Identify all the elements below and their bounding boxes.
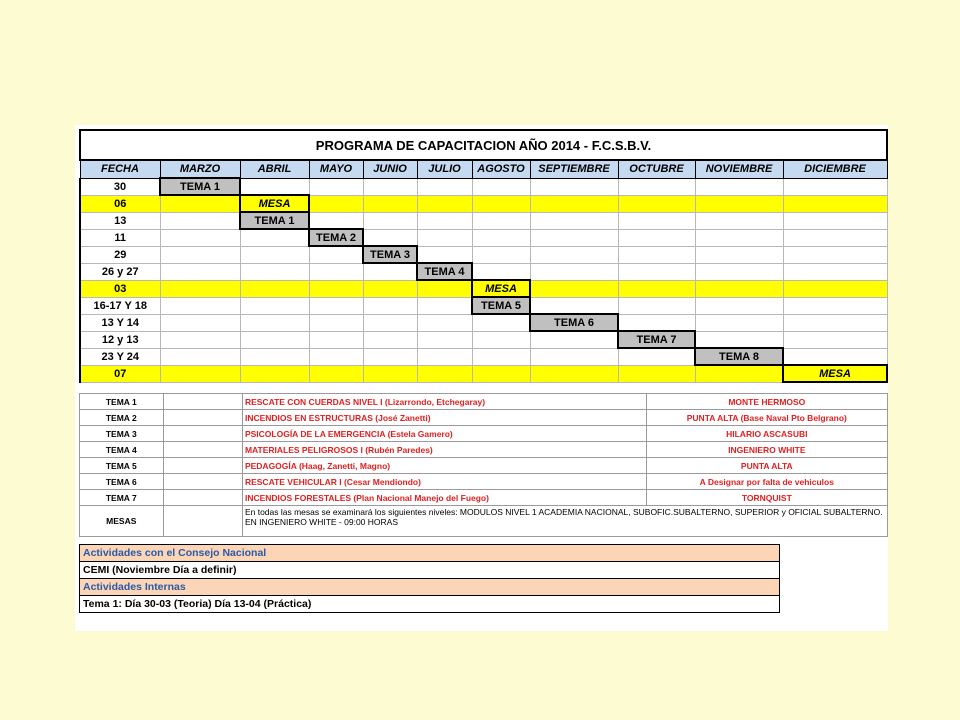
schedule-row — [80, 229, 887, 246]
schedule-row — [80, 314, 887, 331]
mesa-cell: MESA — [240, 195, 309, 212]
schedule-row — [80, 246, 887, 263]
date-cell: 16-17 Y 18 — [80, 297, 160, 314]
legend-spacer — [163, 474, 242, 490]
empty-cell — [160, 212, 240, 229]
empty-cell — [695, 280, 783, 297]
empty-cell — [240, 229, 309, 246]
legend-row — [80, 426, 888, 442]
empty-cell — [417, 246, 472, 263]
empty-cell — [695, 178, 783, 195]
legend-row — [80, 394, 888, 410]
activity-detail: Tema 1: Día 30-03 (Teoria) Día 13-04 (Práctica) — [80, 596, 780, 613]
column-header-octubre: OCTUBRE — [618, 160, 695, 178]
empty-cell — [240, 331, 309, 348]
empty-cell — [160, 297, 240, 314]
empty-cell — [618, 314, 695, 331]
empty-cell — [530, 280, 618, 297]
date-cell: 30 — [80, 178, 160, 195]
tema-cell: TEMA 8 — [695, 348, 783, 365]
legend-topic: RESCATE VEHICULAR I (Cesar Mendiondo) — [242, 474, 646, 490]
column-header-agosto: AGOSTO — [472, 160, 530, 178]
legend-place: TORNQUIST — [646, 490, 887, 506]
empty-cell — [240, 297, 309, 314]
empty-cell — [309, 195, 363, 212]
empty-cell — [618, 246, 695, 263]
activity-head-row — [80, 545, 780, 562]
empty-cell — [240, 314, 309, 331]
empty-cell — [160, 331, 240, 348]
legend-row — [80, 474, 888, 490]
empty-cell — [160, 314, 240, 331]
schedule-row — [80, 297, 887, 314]
empty-cell — [472, 314, 530, 331]
empty-cell — [417, 229, 472, 246]
legend-key: TEMA 1 — [80, 394, 164, 410]
empty-cell — [309, 314, 363, 331]
empty-cell — [309, 212, 363, 229]
empty-cell — [530, 263, 618, 280]
legend-place: MONTE HERMOSO — [646, 394, 887, 410]
date-cell: 11 — [80, 229, 160, 246]
empty-cell — [309, 297, 363, 314]
legend-spacer — [163, 442, 242, 458]
empty-cell — [363, 348, 417, 365]
empty-cell — [363, 297, 417, 314]
empty-cell — [530, 178, 618, 195]
legend-spacer — [163, 426, 242, 442]
legend-key: TEMA 6 — [80, 474, 164, 490]
legend-spacer — [163, 490, 242, 506]
column-header-septiembre: SEPTIEMBRE — [530, 160, 618, 178]
legend-spacer — [163, 506, 242, 537]
column-header-mayo: MAYO — [309, 160, 363, 178]
mesas-row — [80, 506, 888, 537]
tema-cell: TEMA 4 — [417, 263, 472, 280]
empty-cell — [472, 246, 530, 263]
legend-topic: RESCATE CON CUERDAS NIVEL I (Lizarrondo, Etchegaray) — [242, 394, 646, 410]
empty-cell — [240, 365, 309, 382]
empty-cell — [363, 331, 417, 348]
legend-row — [80, 458, 888, 474]
tema-cell: TEMA 6 — [530, 314, 618, 331]
empty-cell — [363, 365, 417, 382]
empty-cell — [530, 212, 618, 229]
empty-cell — [783, 280, 887, 297]
schedule-row — [80, 212, 887, 229]
empty-cell — [472, 263, 530, 280]
empty-cell — [783, 263, 887, 280]
column-header-junio: JUNIO — [363, 160, 417, 178]
empty-cell — [783, 178, 887, 195]
empty-cell — [472, 365, 530, 382]
legend-place: INGENIERO WHITE — [646, 442, 887, 458]
empty-cell — [363, 314, 417, 331]
legend-topic: PEDAGOGÍA (Haag, Zanetti, Magno) — [242, 458, 646, 474]
empty-cell — [783, 246, 887, 263]
legend-key: TEMA 5 — [80, 458, 164, 474]
legend-topic: MATERIALES PELIGROSOS I (Rubén Paredes) — [242, 442, 646, 458]
activity-body-row — [80, 596, 780, 613]
date-cell: 03 — [80, 280, 160, 297]
legend-row — [80, 442, 888, 458]
empty-cell — [530, 297, 618, 314]
empty-cell — [618, 348, 695, 365]
empty-cell — [783, 314, 887, 331]
empty-cell — [417, 195, 472, 212]
empty-cell — [363, 178, 417, 195]
empty-cell — [695, 246, 783, 263]
tema-cell: TEMA 1 — [160, 178, 240, 195]
date-cell: 07 — [80, 365, 160, 382]
activity-head-row — [80, 579, 780, 596]
column-header-noviembre: NOVIEMBRE — [695, 160, 783, 178]
tema-cell: TEMA 3 — [363, 246, 417, 263]
empty-cell — [530, 348, 618, 365]
empty-cell — [363, 263, 417, 280]
column-header-diciembre: DICIEMBRE — [783, 160, 887, 178]
schedule-title: PROGRAMA DE CAPACITACION AÑO 2014 - F.C.S.B.V. — [80, 130, 887, 160]
empty-cell — [363, 212, 417, 229]
empty-cell — [618, 212, 695, 229]
empty-cell — [783, 348, 887, 365]
empty-cell — [417, 348, 472, 365]
mesas-text: En todas las mesas se examinará los siguientes niveles: MODULOS NIVEL 1 ACADEMIA NACIONAL, SUBOFIC.SUBALTERNO, SUPERIOR y OFICIAL SUBALTERNO. EN INGENIERO WHITE - 09:00 HORAS — [242, 506, 887, 537]
empty-cell — [530, 195, 618, 212]
schedule-sheet — [75, 125, 888, 631]
empty-cell — [695, 212, 783, 229]
legend-row — [80, 490, 888, 506]
empty-cell — [618, 297, 695, 314]
legend-topic: INCENDIOS FORESTALES (Plan Nacional Manejo del Fuego) — [242, 490, 646, 506]
empty-cell — [309, 246, 363, 263]
date-cell: 29 — [80, 246, 160, 263]
legend-key: TEMA 4 — [80, 442, 164, 458]
activity-body-row — [80, 562, 780, 579]
legend-place: HILARIO ASCASUBI — [646, 426, 887, 442]
legend-topic: PSICOLOGÍA DE LA EMERGENCIA (Estela Gamero) — [242, 426, 646, 442]
empty-cell — [618, 178, 695, 195]
empty-cell — [160, 246, 240, 263]
schedule-row — [80, 331, 887, 348]
tema-cell: TEMA 5 — [472, 297, 530, 314]
date-cell: 06 — [80, 195, 160, 212]
empty-cell — [309, 178, 363, 195]
empty-cell — [160, 365, 240, 382]
empty-cell — [530, 246, 618, 263]
legend-key: TEMA 2 — [80, 410, 164, 426]
empty-cell — [783, 331, 887, 348]
empty-cell — [309, 331, 363, 348]
legend-key: TEMA 7 — [80, 490, 164, 506]
empty-cell — [417, 178, 472, 195]
empty-cell — [160, 263, 240, 280]
empty-cell — [417, 331, 472, 348]
legend-place: A Designar por falta de vehiculos — [646, 474, 887, 490]
tema-cell: TEMA 2 — [309, 229, 363, 246]
mesas-key: MESAS — [80, 506, 164, 537]
empty-cell — [472, 178, 530, 195]
legend-spacer — [163, 410, 242, 426]
empty-cell — [309, 280, 363, 297]
date-cell: 13 Y 14 — [80, 314, 160, 331]
tema-cell: TEMA 7 — [618, 331, 695, 348]
empty-cell — [783, 212, 887, 229]
empty-cell — [472, 229, 530, 246]
empty-cell — [240, 348, 309, 365]
empty-cell — [417, 212, 472, 229]
date-cell: 12 y 13 — [80, 331, 160, 348]
empty-cell — [695, 331, 783, 348]
tema-cell: TEMA 1 — [240, 212, 309, 229]
legend-key: TEMA 3 — [80, 426, 164, 442]
empty-cell — [530, 331, 618, 348]
empty-cell — [695, 297, 783, 314]
legend-row — [80, 410, 888, 426]
empty-cell — [160, 195, 240, 212]
activity-detail: CEMI (Noviembre Día a definir) — [80, 562, 780, 579]
empty-cell — [363, 229, 417, 246]
empty-cell — [695, 195, 783, 212]
empty-cell — [160, 229, 240, 246]
empty-cell — [417, 365, 472, 382]
date-cell: 23 Y 24 — [80, 348, 160, 365]
legend-place: PUNTA ALTA (Base Naval Pto Belgrano) — [646, 410, 887, 426]
empty-cell — [363, 280, 417, 297]
schedule-row — [80, 280, 887, 297]
legend-topic: INCENDIOS EN ESTRUCTURAS (José Zanetti) — [242, 410, 646, 426]
empty-cell — [363, 195, 417, 212]
empty-cell — [618, 229, 695, 246]
empty-cell — [472, 195, 530, 212]
legend-place: PUNTA ALTA — [646, 458, 887, 474]
empty-cell — [240, 280, 309, 297]
schedule-row — [80, 348, 887, 365]
empty-cell — [695, 229, 783, 246]
schedule-row — [80, 365, 887, 382]
empty-cell — [472, 348, 530, 365]
empty-cell — [618, 263, 695, 280]
column-header-julio: JULIO — [417, 160, 472, 178]
empty-cell — [530, 229, 618, 246]
mesa-cell: MESA — [472, 280, 530, 297]
empty-cell — [240, 263, 309, 280]
empty-cell — [530, 365, 618, 382]
empty-cell — [240, 178, 309, 195]
topics-legend-table — [79, 393, 888, 537]
empty-cell — [417, 297, 472, 314]
schedule-table — [79, 129, 888, 383]
empty-cell — [695, 314, 783, 331]
schedule-row — [80, 195, 887, 212]
column-header-abril: ABRIL — [240, 160, 309, 178]
empty-cell — [695, 365, 783, 382]
empty-cell — [618, 195, 695, 212]
mesa-cell: MESA — [783, 365, 887, 382]
empty-cell — [783, 195, 887, 212]
empty-cell — [783, 229, 887, 246]
schedule-row — [80, 263, 887, 280]
empty-cell — [160, 348, 240, 365]
date-cell: 26 y 27 — [80, 263, 160, 280]
schedule-row — [80, 178, 887, 195]
empty-cell — [160, 280, 240, 297]
activity-heading: Actividades con el Consejo Nacional — [80, 545, 780, 562]
column-header-fecha: FECHA — [80, 160, 160, 178]
activity-heading: Actividades Internas — [80, 579, 780, 596]
empty-cell — [783, 297, 887, 314]
legend-spacer — [163, 394, 242, 410]
empty-cell — [240, 246, 309, 263]
empty-cell — [309, 263, 363, 280]
activities-table — [79, 544, 780, 613]
month-header-row — [80, 160, 887, 178]
empty-cell — [309, 365, 363, 382]
empty-cell — [618, 365, 695, 382]
empty-cell — [472, 331, 530, 348]
empty-cell — [417, 280, 472, 297]
empty-cell — [695, 263, 783, 280]
empty-cell — [417, 314, 472, 331]
empty-cell — [618, 280, 695, 297]
column-header-marzo: MARZO — [160, 160, 240, 178]
date-cell: 13 — [80, 212, 160, 229]
empty-cell — [309, 348, 363, 365]
empty-cell — [472, 212, 530, 229]
legend-spacer — [163, 458, 242, 474]
